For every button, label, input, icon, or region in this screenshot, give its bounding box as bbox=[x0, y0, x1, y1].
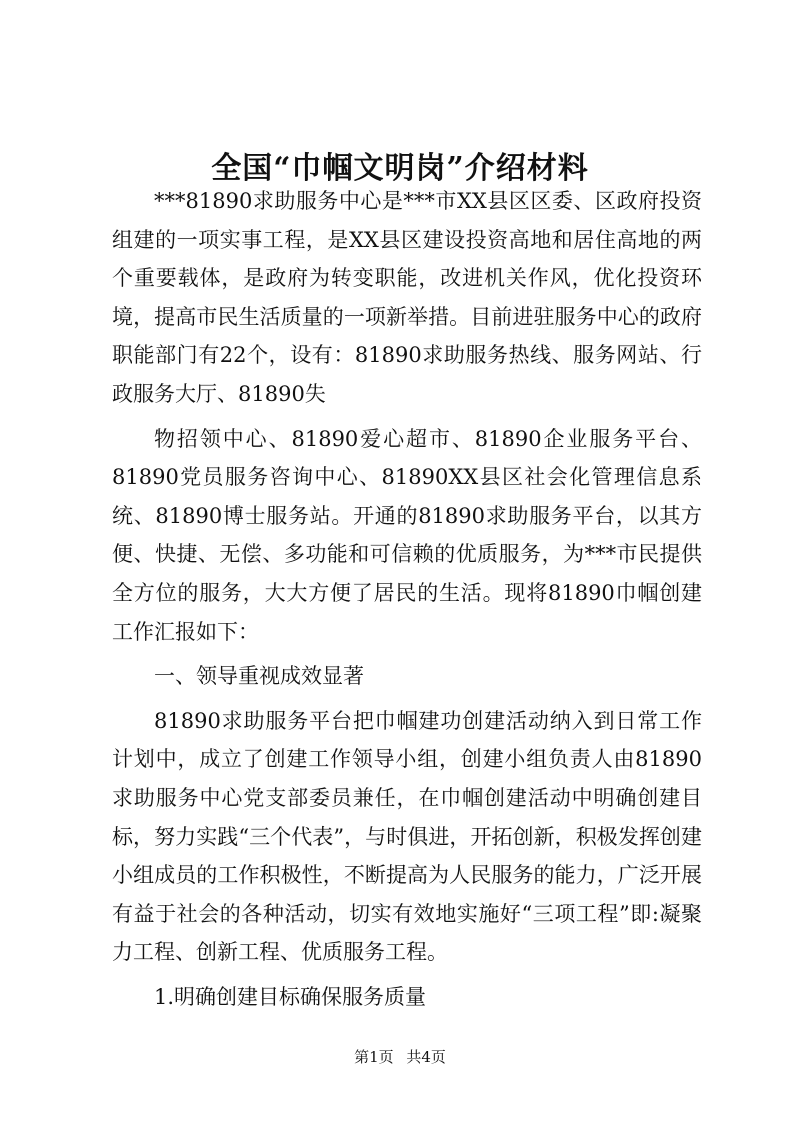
subsection-heading-1: 1.明确创建目标确保服务质量 bbox=[154, 984, 427, 1009]
paragraph-leadership: 81890求助服务平台把巾帼建功创建活动纳入到日常工作计划中，成立了创建工作领导小组，创建小组负责人由81890求助服务中心党支部委员兼任，在巾帼创建活动中明确创建目标，努力实践“三个代表”，与时俱进，开拓创新，积极发挥创建小组成员的工作积极性，不断提高为人民服务的能力，广泛开展有益于社会的各种活动，切实有效地实施好“三项工程”即:凝聚力工程、创新工程、优质服务工程。 bbox=[112, 708, 702, 965]
paragraph-intro: ***81890求助服务中心是***市XX县区区委、区政府投资组建的一项实事工程，是XX县区建设投资高地和居住高地的两个重要载体，是政府为转变职能，改进机关作风，优化投资环境，提高市民生活质量的一项新举措。目前进驻服务中心的政府职能部门有22个，设有：81890求助服务热线、服务网站、行政服务大厅、81890失 bbox=[112, 189, 702, 406]
paragraph-services: 物招领中心、81890爱心超市、81890企业服务平台、81890党员服务咨询中心、81890XX县区社会化管理信息系统、81890博士服务站。开通的81890求助服务平台，以其方便、快捷、无偿、多功能和可信赖的优质服务，为***市民提供全方位的服务，大大方便了居民的生活。现将81890巾帼创建工作汇报如下： bbox=[112, 426, 702, 644]
page-total: 共4页 bbox=[406, 1048, 446, 1066]
document-title: 全国“巾帼文明岗”介绍材料 bbox=[211, 151, 589, 186]
page-number: 第1页 bbox=[354, 1048, 394, 1066]
document-body bbox=[112, 182, 702, 1016]
page-footer bbox=[0, 1046, 800, 1067]
section-heading-1: 一、领导重视成效显著 bbox=[154, 664, 364, 689]
